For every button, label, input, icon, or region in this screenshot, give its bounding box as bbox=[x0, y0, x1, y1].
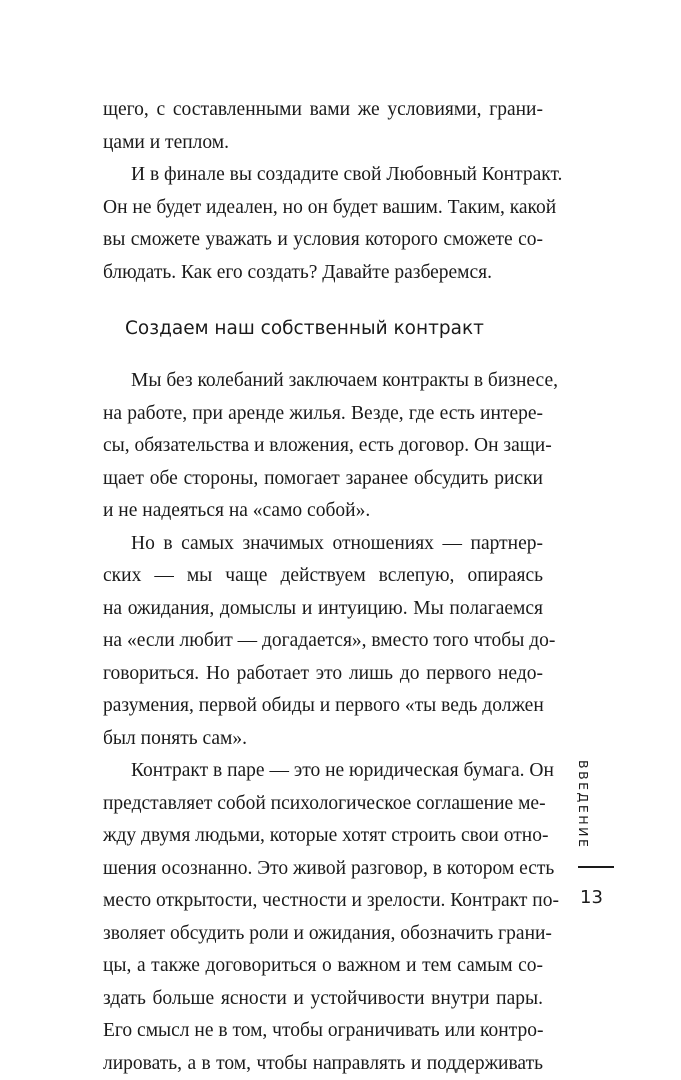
running-head-rule bbox=[578, 866, 614, 868]
text-line: шения осознанно. Это живой разговор, в котором есть bbox=[103, 853, 543, 886]
paragraph bbox=[103, 755, 543, 1080]
text-line: вы сможете уважать и условия которого сможете со- bbox=[103, 224, 543, 257]
text-line: сы, обязательства и вложения, есть договор. Он защи- bbox=[103, 430, 543, 463]
page-number: 13 bbox=[580, 887, 603, 908]
text-line: Его смысл не в том, чтобы ограничивать или контро- bbox=[103, 1015, 543, 1048]
paragraph bbox=[103, 94, 543, 159]
text-line: разумения, первой обиды и первого «ты ведь должен bbox=[103, 690, 543, 723]
text-line: щего, с составленными вами же условиями, грани- bbox=[103, 94, 543, 127]
body-text bbox=[103, 94, 543, 1080]
text-line: щает обе стороны, помогает заранее обсудить риски bbox=[103, 463, 543, 496]
text-line: цы, а также договориться о важном и тем самым со- bbox=[103, 950, 543, 983]
text-line: Он не будет идеален, но он будет вашим. Таким, какой bbox=[103, 192, 543, 225]
section-heading: Создаем наш собственный контракт bbox=[103, 313, 543, 345]
paragraph bbox=[103, 528, 543, 756]
text-line: жду двумя людьми, которые хотят строить свои отно- bbox=[103, 820, 543, 853]
text-line: говориться. Но работает это лишь до первого недо- bbox=[103, 658, 543, 691]
text-line: был понять сам». bbox=[103, 723, 543, 756]
text-line: представляет собой психологическое соглашение ме- bbox=[103, 788, 543, 821]
paragraph bbox=[103, 159, 543, 289]
text-line: зволяет обсудить роли и ожидания, обозначить грани- bbox=[103, 918, 543, 951]
text-line: лировать, а в том, чтобы направлять и поддерживать bbox=[103, 1048, 543, 1080]
text-line: ских — мы чаще действуем вслепую, опираясь bbox=[103, 560, 543, 593]
text-line: на работе, при аренде жилья. Везде, где есть интере- bbox=[103, 398, 543, 431]
paragraph bbox=[103, 365, 543, 528]
text-line: и не надеяться на «само собой». bbox=[103, 495, 543, 528]
text-line: И в финале вы создадите свой Любовный Контракт. bbox=[103, 159, 543, 192]
running-head: ВВЕДЕНИЕ bbox=[576, 760, 591, 849]
text-line: цами и теплом. bbox=[103, 127, 543, 160]
text-line: Но в самых значимых отношениях — партнер- bbox=[103, 528, 543, 561]
text-line: на «если любит — догадается», вместо того чтобы до- bbox=[103, 625, 543, 658]
text-line: блюдать. Как его создать? Давайте разберемся. bbox=[103, 257, 543, 290]
text-line: место открытости, честности и зрелости. Контракт по- bbox=[103, 885, 543, 918]
text-line: Контракт в паре — это не юридическая бумага. Он bbox=[103, 755, 543, 788]
text-line: на ожидания, домыслы и интуицию. Мы полагаемся bbox=[103, 593, 543, 626]
text-line: здать больше ясности и устойчивости внутри пары. bbox=[103, 983, 543, 1016]
text-line: Мы без колебаний заключаем контракты в бизнесе, bbox=[103, 365, 543, 398]
